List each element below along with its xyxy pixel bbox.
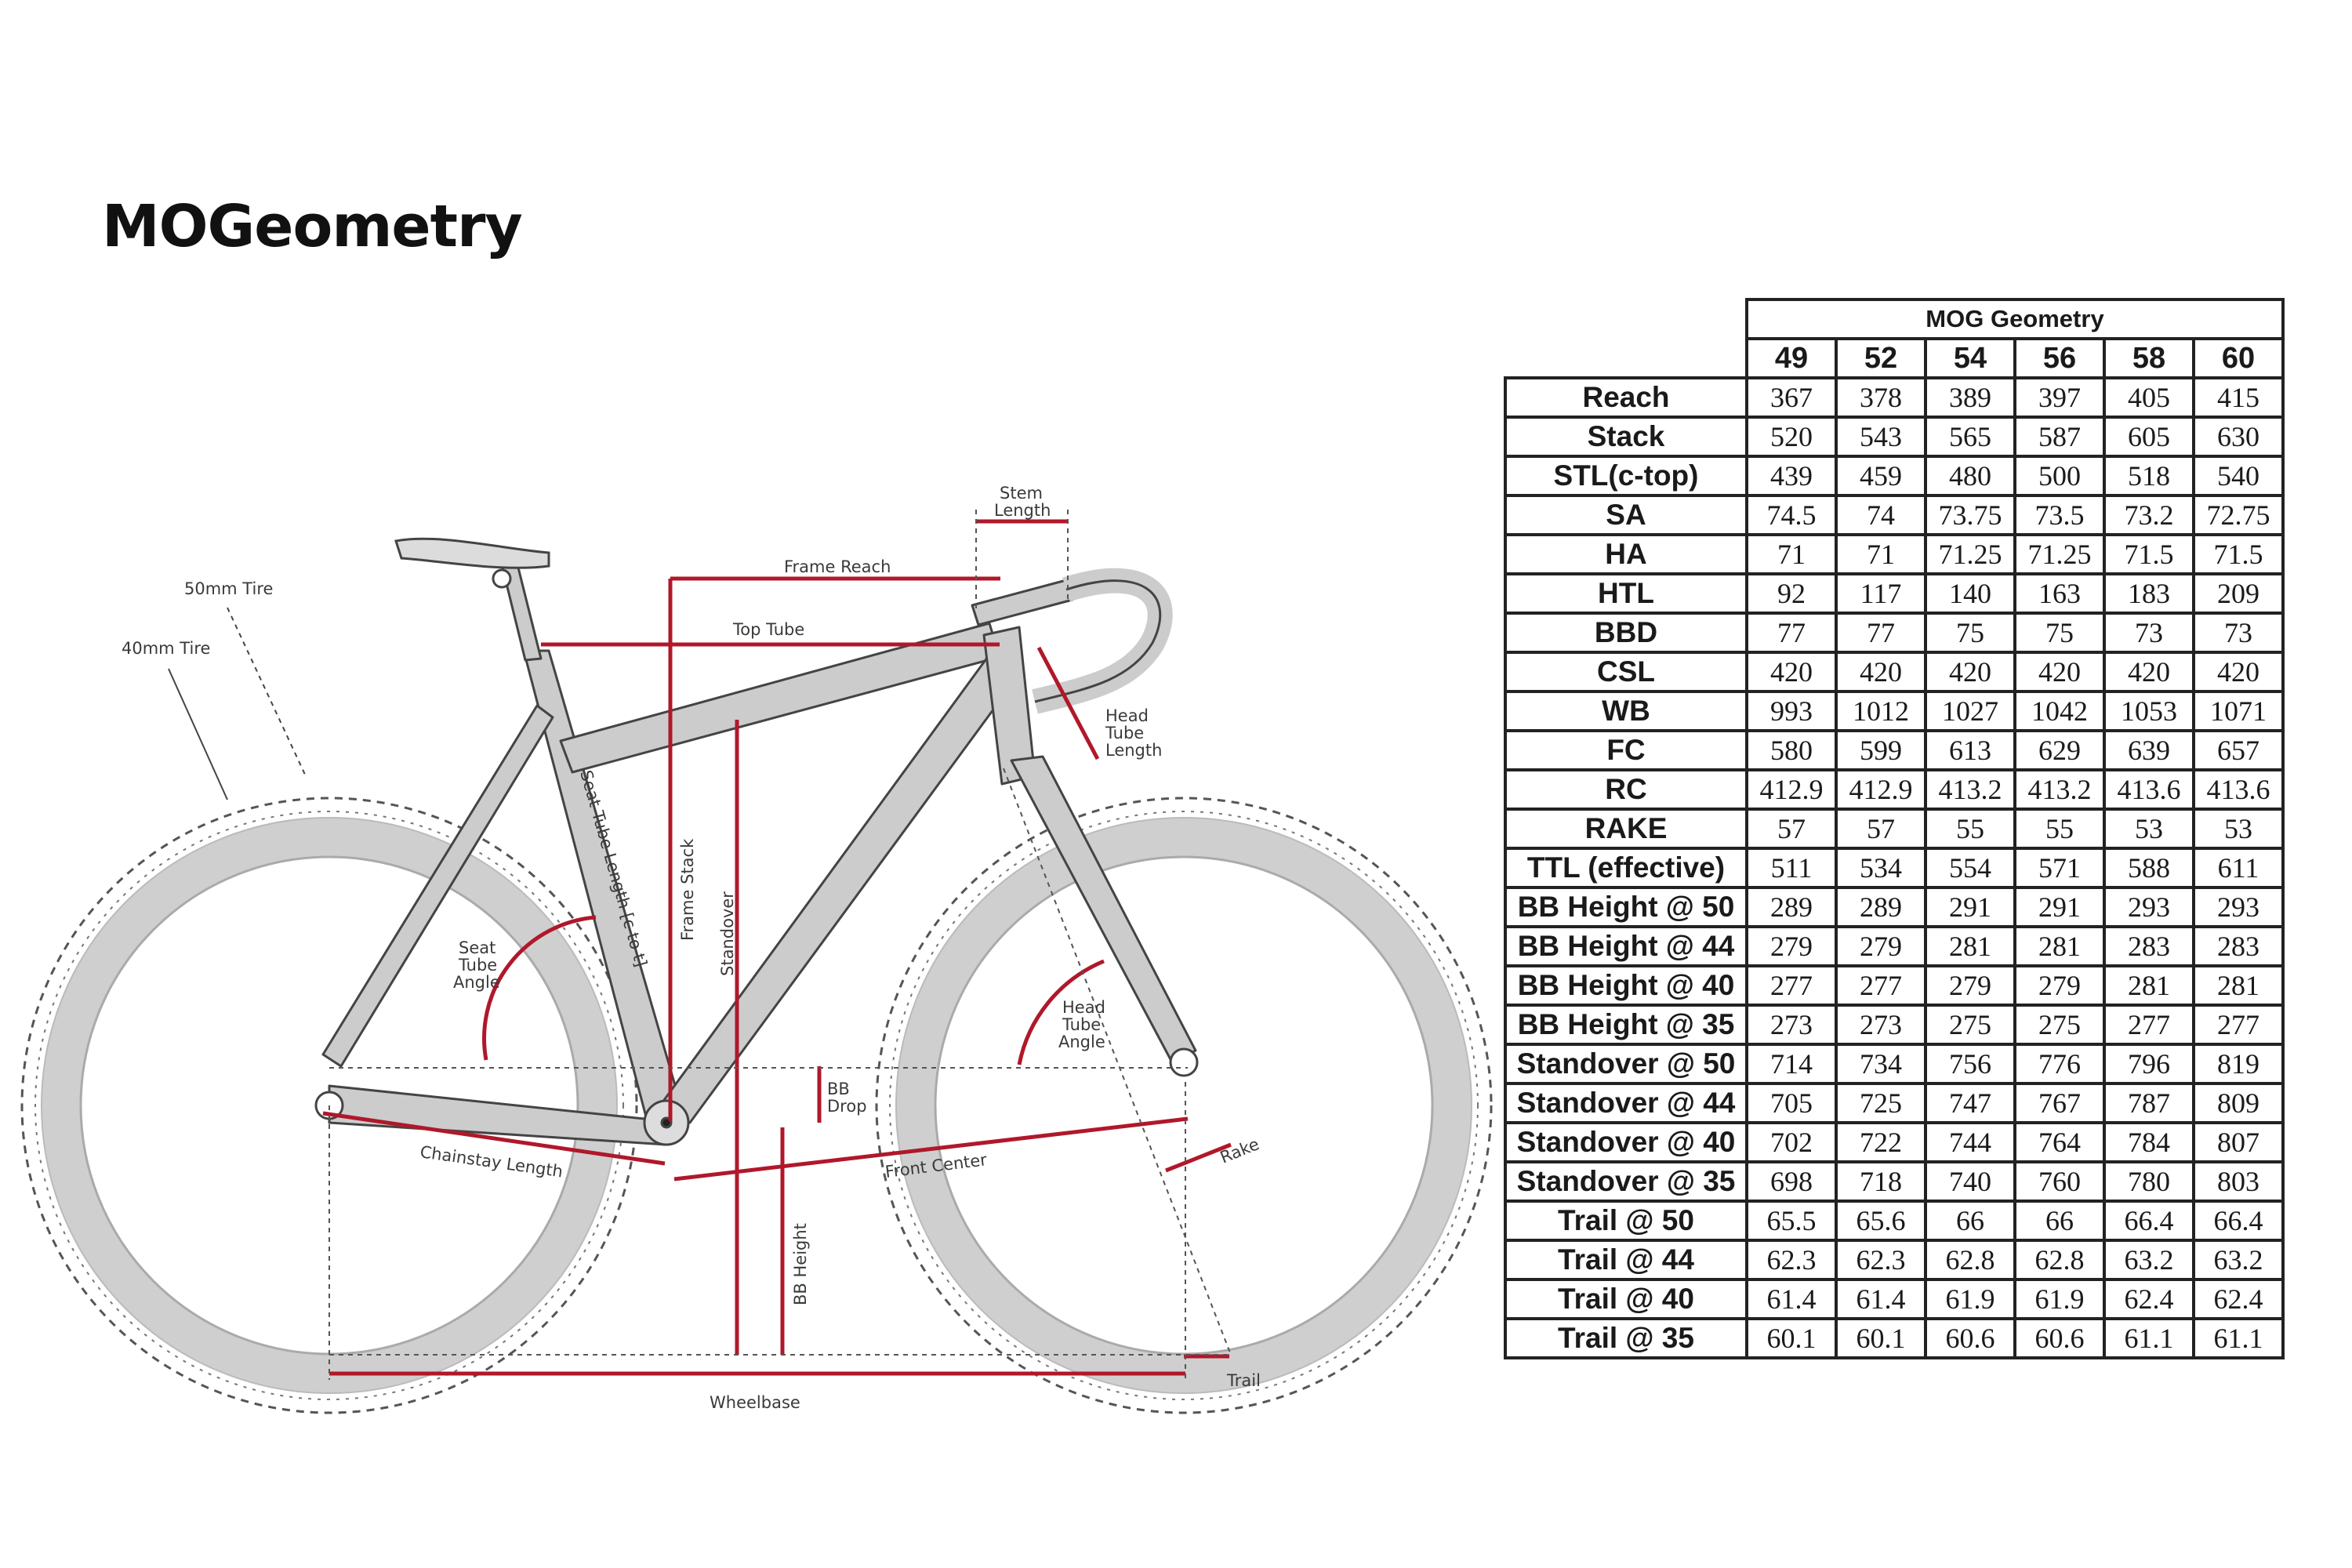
table-cell: 71 [1836, 535, 1926, 574]
table-cell: 588 [2104, 848, 2194, 887]
table-cell: 74 [1836, 495, 1926, 535]
table-cell: 71.25 [1926, 535, 2015, 574]
label-frame-reach: Frame Reach [784, 557, 891, 576]
table-cell: 71.5 [2194, 535, 2283, 574]
table-row [1505, 1201, 2283, 1240]
table-caption: MOG Geometry [1747, 299, 2283, 339]
table-cell: 65.6 [1836, 1201, 1926, 1240]
table-cell: 275 [1926, 1005, 2015, 1044]
table-cell: 412.9 [1747, 770, 1836, 809]
table-cell: 439 [1747, 456, 1836, 495]
table-cell: 57 [1836, 809, 1926, 848]
table-cell: 702 [1747, 1123, 1836, 1162]
table-row [1505, 887, 2283, 927]
table-cell: 281 [2104, 966, 2194, 1005]
row-label: WB [1505, 691, 1747, 731]
table-row [1505, 378, 2283, 417]
table-row [1505, 809, 2283, 848]
row-label: BB Height @ 50 [1505, 887, 1747, 927]
table-cell: 571 [2015, 848, 2104, 887]
tire-leader-lines [169, 608, 306, 800]
label-trail: Trail [1227, 1371, 1261, 1390]
table-caption-row [1505, 299, 2283, 339]
table-row [1505, 1005, 2283, 1044]
table-cell: 55 [2015, 809, 2104, 848]
table-cell: 61.9 [2015, 1279, 2104, 1319]
label-bb-height: BB Height [791, 1223, 810, 1305]
table-cell: 734 [1836, 1044, 1926, 1083]
table-cell: 413.6 [2194, 770, 2283, 809]
table-cell: 459 [1836, 456, 1926, 495]
label-50mm-tire: 50mm Tire [184, 579, 274, 598]
row-label: Reach [1505, 378, 1747, 417]
label-standover: Standover [718, 891, 737, 976]
table-cell: 657 [2194, 731, 2283, 770]
front-hub [1171, 1049, 1197, 1076]
table-cell: 277 [1836, 966, 1926, 1005]
table-cell: 613 [1926, 731, 2015, 770]
table-cell: 92 [1747, 574, 1836, 613]
table-cell: 367 [1747, 378, 1836, 417]
table-cell: 511 [1747, 848, 1836, 887]
table-cell: 163 [2015, 574, 2104, 613]
table-cell: 780 [2104, 1162, 2194, 1201]
label-head-tube-angle-3: Angle [1058, 1033, 1105, 1051]
table-cell: 698 [1747, 1162, 1836, 1201]
table-cell: 293 [2194, 887, 2283, 927]
table-cell: 77 [1747, 613, 1836, 652]
table-cell: 565 [1926, 417, 2015, 456]
table-cell: 767 [2015, 1083, 2104, 1123]
table-row [1505, 966, 2283, 1005]
size-header: 56 [2015, 339, 2104, 378]
table-cell: 73.2 [2104, 495, 2194, 535]
table-cell: 796 [2104, 1044, 2194, 1083]
table-cell: 1027 [1926, 691, 2015, 731]
table-cell: 60.1 [1747, 1319, 1836, 1358]
table-row [1505, 1044, 2283, 1083]
table-cell: 639 [2104, 731, 2194, 770]
table-cell: 587 [2015, 417, 2104, 456]
table-cell: 273 [1747, 1005, 1836, 1044]
geometry-table [1504, 298, 2285, 1359]
label-head-tube-length-2: Tube [1105, 724, 1145, 742]
table-cell: 420 [2104, 652, 2194, 691]
table-cell: 291 [2015, 887, 2104, 927]
table-cell: 413.6 [2104, 770, 2194, 809]
row-label: RAKE [1505, 809, 1747, 848]
label-frame-stack: Frame Stack [678, 838, 697, 941]
table-cell: 62.3 [1836, 1240, 1926, 1279]
table-cell: 787 [2104, 1083, 2194, 1123]
label-rake: Rake [1217, 1134, 1262, 1167]
table-row [1505, 495, 2283, 535]
table-cell: 57 [1747, 809, 1836, 848]
row-label: Standover @ 50 [1505, 1044, 1747, 1083]
row-label: TTL (effective) [1505, 848, 1747, 887]
table-cell: 183 [2104, 574, 2194, 613]
table-row [1505, 1123, 2283, 1162]
table-cell: 1071 [2194, 691, 2283, 731]
table-row [1505, 613, 2283, 652]
table-cell: 725 [1836, 1083, 1926, 1123]
table-cell: 275 [2015, 1005, 2104, 1044]
label-seat-tube-angle-1: Seat [459, 938, 496, 957]
row-label: HTL [1505, 574, 1747, 613]
size-header: 49 [1747, 339, 1836, 378]
table-cell: 61.1 [2104, 1319, 2194, 1358]
table-cell: 413.2 [1926, 770, 2015, 809]
label-seat-tube-angle-2: Tube [459, 956, 498, 975]
table-cell: 71 [1747, 535, 1836, 574]
size-header: 52 [1836, 339, 1926, 378]
table-cell: 605 [2104, 417, 2194, 456]
table-cell: 415 [2194, 378, 2283, 417]
table-cell: 63.2 [2194, 1240, 2283, 1279]
table-cell: 412.9 [1836, 770, 1926, 809]
table-cell: 66 [1926, 1201, 2015, 1240]
table-cell: 77 [1836, 613, 1926, 652]
table-row [1505, 652, 2283, 691]
label-head-tube-angle-1: Head [1062, 998, 1105, 1017]
table-cell: 75 [1926, 613, 2015, 652]
table-cell: 744 [1926, 1123, 2015, 1162]
table-cell: 61.4 [1836, 1279, 1926, 1319]
table-row [1505, 691, 2283, 731]
table-row [1505, 417, 2283, 456]
table-cell: 389 [1926, 378, 2015, 417]
table-cell: 705 [1747, 1083, 1836, 1123]
table-cell: 73 [2104, 613, 2194, 652]
table-cell: 71.5 [2104, 535, 2194, 574]
table-cell: 776 [2015, 1044, 2104, 1083]
table-cell: 807 [2194, 1123, 2283, 1162]
table-cell: 784 [2104, 1123, 2194, 1162]
table-cell: 53 [2194, 809, 2283, 848]
table-cell: 73 [2194, 613, 2283, 652]
table-cell: 630 [2194, 417, 2283, 456]
table-cell: 61.1 [2194, 1319, 2283, 1358]
table-cell: 520 [1747, 417, 1836, 456]
table-cell: 277 [2194, 1005, 2283, 1044]
geometry-table-container [1504, 298, 2352, 1359]
table-cell: 279 [1747, 927, 1836, 966]
table-cell: 397 [2015, 378, 2104, 417]
table-cell: 378 [1836, 378, 1926, 417]
table-cell: 740 [1926, 1162, 2015, 1201]
table-cell: 534 [1836, 848, 1926, 887]
table-cell: 62.3 [1747, 1240, 1836, 1279]
table-cell: 61.9 [1926, 1279, 2015, 1319]
table-cell: 293 [2104, 887, 2194, 927]
label-stem-length-1: Stem [1000, 484, 1043, 503]
row-label: Standover @ 44 [1505, 1083, 1747, 1123]
bike-frame [323, 564, 1196, 1145]
label-bb-drop-2: Drop [827, 1097, 867, 1116]
table-cell: 66.4 [2194, 1201, 2283, 1240]
label-top-tube: Top Tube [733, 620, 805, 639]
table-row [1505, 456, 2283, 495]
table-cell: 283 [2194, 927, 2283, 966]
row-label: HA [1505, 535, 1747, 574]
table-cell: 420 [2194, 652, 2283, 691]
table-cell: 62.8 [2015, 1240, 2104, 1279]
table-cell: 53 [2104, 809, 2194, 848]
row-label: Stack [1505, 417, 1747, 456]
row-label: BB Height @ 40 [1505, 966, 1747, 1005]
table-cell: 718 [1836, 1162, 1926, 1201]
front-tire [916, 837, 1452, 1374]
row-label: Standover @ 35 [1505, 1162, 1747, 1201]
table-cell: 60.6 [2015, 1319, 2104, 1358]
table-cell: 629 [2015, 731, 2104, 770]
label-head-tube-length-3: Length [1105, 741, 1163, 760]
table-cell: 279 [1926, 966, 2015, 1005]
table-cell: 722 [1836, 1123, 1926, 1162]
table-cell: 209 [2194, 574, 2283, 613]
front-tire-40-dashed [890, 811, 1478, 1399]
table-row [1505, 1240, 2283, 1279]
seat-stay [323, 706, 553, 1066]
front-rim [935, 857, 1432, 1354]
table-cell: 74.5 [1747, 495, 1836, 535]
label-stem-length-2: Length [994, 501, 1051, 520]
table-cell: 273 [1836, 1005, 1926, 1044]
table-cell: 420 [2015, 652, 2104, 691]
table-row [1505, 770, 2283, 809]
row-label: BB Height @ 35 [1505, 1005, 1747, 1044]
table-cell: 283 [2104, 927, 2194, 966]
size-header: 60 [2194, 339, 2283, 378]
page-title: MOGeometry [102, 193, 522, 260]
table-cell: 277 [1747, 966, 1836, 1005]
table-cell: 1042 [2015, 691, 2104, 731]
table-cell: 480 [1926, 456, 2015, 495]
table-cell: 420 [1926, 652, 2015, 691]
row-label: RC [1505, 770, 1747, 809]
table-row [1505, 1162, 2283, 1201]
table-cell: 60.6 [1926, 1319, 2015, 1358]
diagram-labels [122, 484, 1261, 1412]
label-seat-tube-length: Seat Tube Length [c to t] [576, 768, 651, 969]
table-row [1505, 1279, 2283, 1319]
label-front-center: Front Center [884, 1150, 989, 1181]
table-cell: 518 [2104, 456, 2194, 495]
table-cell: 1012 [1836, 691, 1926, 731]
table-cell: 140 [1926, 574, 2015, 613]
table-cell: 55 [1926, 809, 2015, 848]
table-cell: 279 [1836, 927, 1926, 966]
table-cell: 993 [1747, 691, 1836, 731]
table-cell: 420 [1836, 652, 1926, 691]
table-cell: 73.75 [1926, 495, 2015, 535]
row-label: Trail @ 50 [1505, 1201, 1747, 1240]
table-row [1505, 535, 2283, 574]
row-label: BBD [1505, 613, 1747, 652]
table-cell: 289 [1836, 887, 1926, 927]
front-tire-outer-dashed [877, 798, 1491, 1413]
table-cell: 540 [2194, 456, 2283, 495]
table-cell: 747 [1926, 1083, 2015, 1123]
row-label: FC [1505, 731, 1747, 770]
saddle [396, 539, 549, 587]
table-cell: 277 [2104, 1005, 2194, 1044]
table-row [1505, 848, 2283, 887]
size-header: 58 [2104, 339, 2194, 378]
table-row [1505, 574, 2283, 613]
front-wheel [877, 798, 1491, 1413]
row-label: CSL [1505, 652, 1747, 691]
table-cell: 611 [2194, 848, 2283, 887]
label-head-tube-angle-2: Tube [1062, 1015, 1102, 1034]
table-cell: 413.2 [2015, 770, 2104, 809]
label-bb-drop-1: BB [827, 1080, 850, 1098]
table-cell: 71.25 [2015, 535, 2104, 574]
table-row [1505, 731, 2283, 770]
label-wheelbase: Wheelbase [710, 1393, 800, 1412]
table-cell: 809 [2194, 1083, 2283, 1123]
table-cell: 279 [2015, 966, 2104, 1005]
row-label: Standover @ 40 [1505, 1123, 1747, 1162]
row-label: Trail @ 44 [1505, 1240, 1747, 1279]
table-cell: 72.75 [2194, 495, 2283, 535]
label-40mm-tire: 40mm Tire [122, 639, 211, 658]
row-label: BB Height @ 44 [1505, 927, 1747, 966]
table-cell: 819 [2194, 1044, 2283, 1083]
table-cell: 554 [1926, 848, 2015, 887]
table-cell: 62.4 [2104, 1279, 2194, 1319]
table-row [1505, 927, 2283, 966]
table-cell: 281 [1926, 927, 2015, 966]
size-header: 54 [1926, 339, 2015, 378]
table-cell: 73.5 [2015, 495, 2104, 535]
row-label: Trail @ 40 [1505, 1279, 1747, 1319]
table-cell: 62.8 [1926, 1240, 2015, 1279]
label-head-tube-length-1: Head [1105, 706, 1149, 725]
table-cell: 405 [2104, 378, 2194, 417]
table-cell: 281 [2015, 927, 2104, 966]
table-cell: 1053 [2104, 691, 2194, 731]
table-row [1505, 1083, 2283, 1123]
label-seat-tube-angle-3: Angle [453, 973, 500, 992]
table-cell: 62.4 [2194, 1279, 2283, 1319]
label-chainstay-length: Chainstay Length [419, 1142, 564, 1181]
row-label: SA [1505, 495, 1747, 535]
table-row [1505, 1319, 2283, 1358]
table-cell: 760 [2015, 1162, 2104, 1201]
table-cell: 117 [1836, 574, 1926, 613]
table-cell: 764 [2015, 1123, 2104, 1162]
table-cell: 543 [1836, 417, 1926, 456]
table-cell: 65.5 [1747, 1201, 1836, 1240]
table-cell: 420 [1747, 652, 1836, 691]
table-cell: 599 [1836, 731, 1926, 770]
table-cell: 66 [2015, 1201, 2104, 1240]
stem [972, 580, 1073, 625]
table-cell: 75 [2015, 613, 2104, 652]
row-label: STL(c-top) [1505, 456, 1747, 495]
table-cell: 714 [1747, 1044, 1836, 1083]
table-cell: 291 [1926, 887, 2015, 927]
table-cell: 60.1 [1836, 1319, 1926, 1358]
table-cell: 61.4 [1747, 1279, 1836, 1319]
table-cell: 500 [2015, 456, 2104, 495]
table-cell: 756 [1926, 1044, 2015, 1083]
row-label: Trail @ 35 [1505, 1319, 1747, 1358]
table-cell: 803 [2194, 1162, 2283, 1201]
table-size-header-row [1505, 339, 2283, 378]
table-cell: 66.4 [2104, 1201, 2194, 1240]
table-cell: 281 [2194, 966, 2283, 1005]
table-cell: 580 [1747, 731, 1836, 770]
table-cell: 63.2 [2104, 1240, 2194, 1279]
table-cell: 289 [1747, 887, 1836, 927]
